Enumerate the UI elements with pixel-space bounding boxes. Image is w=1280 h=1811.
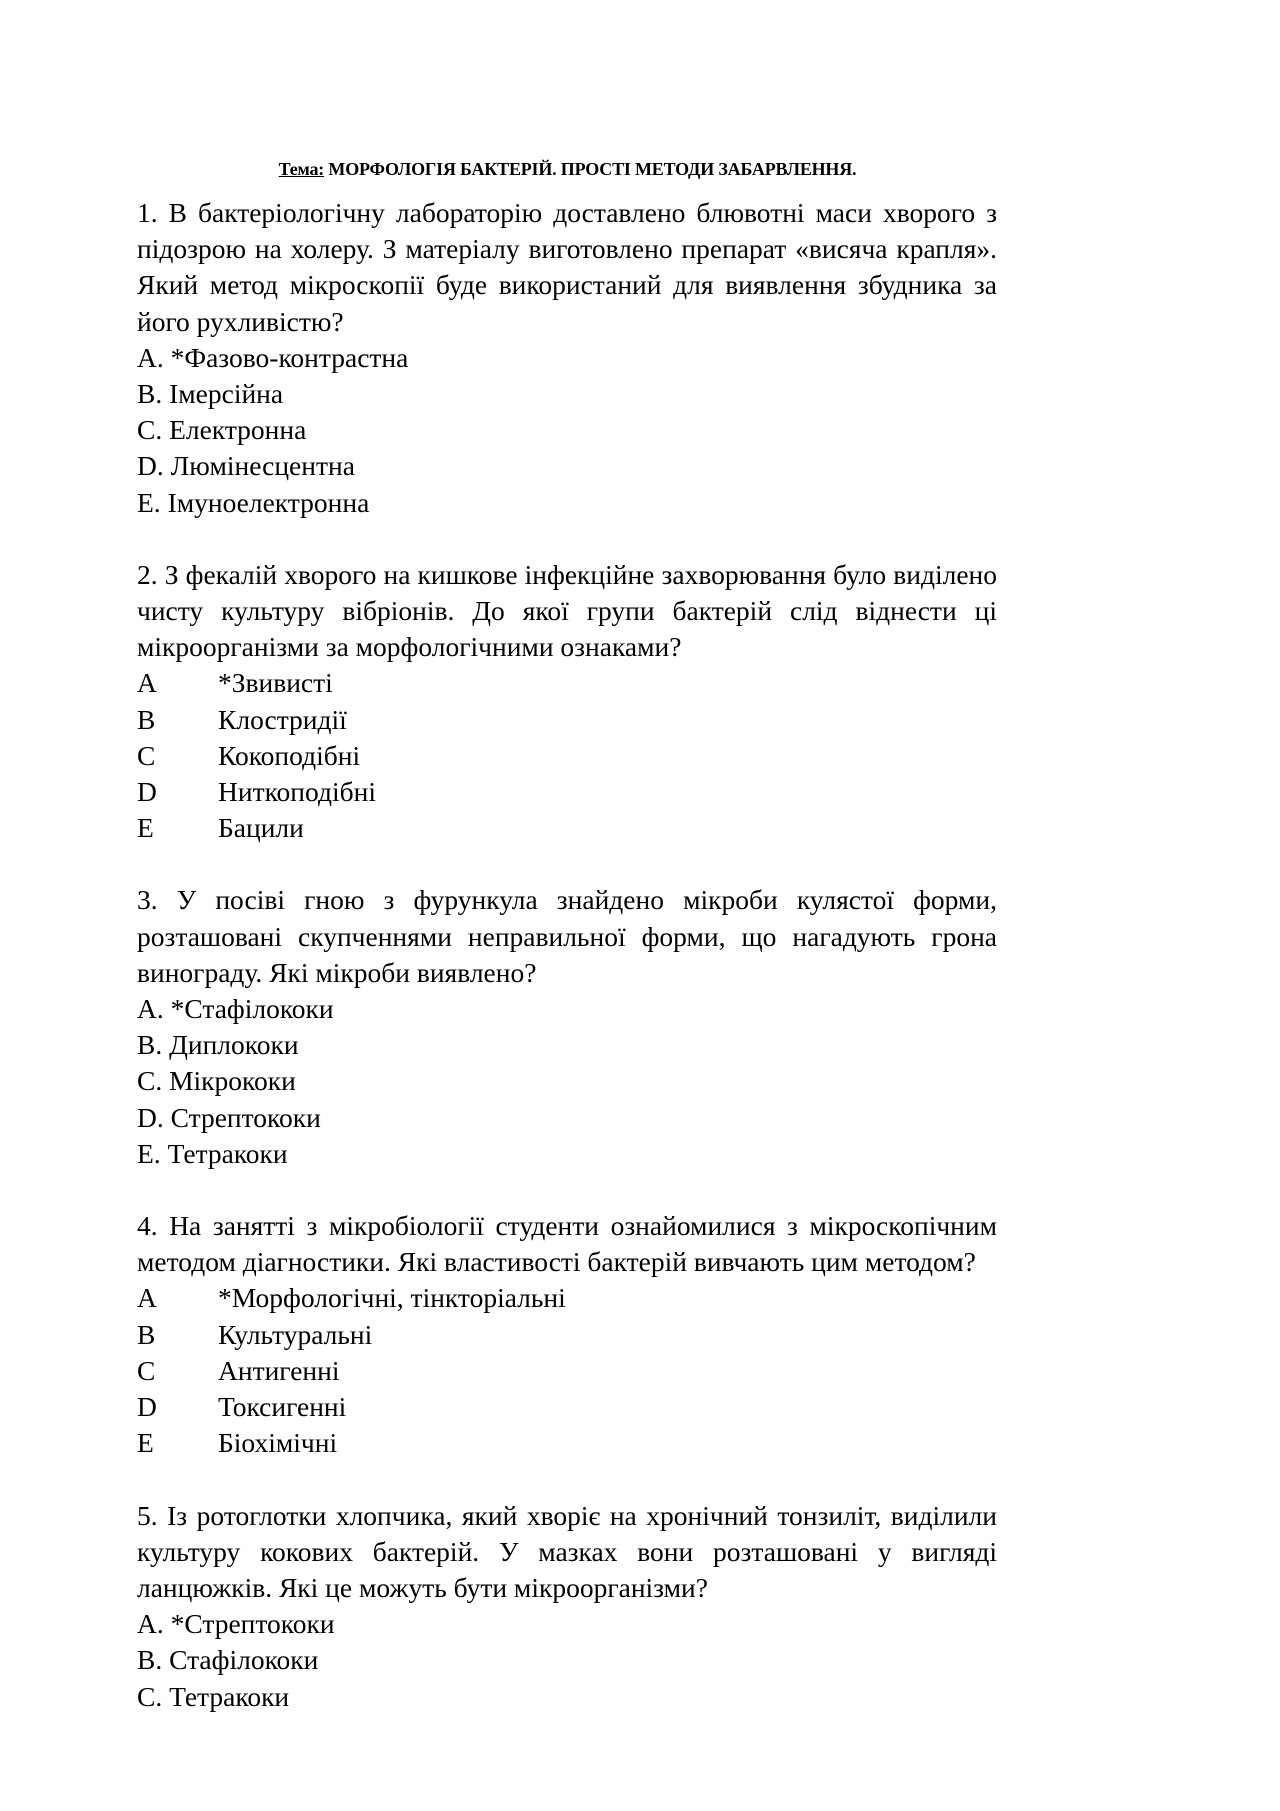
- option-letter: A: [137, 667, 157, 699]
- question-3: [137, 882, 997, 1172]
- answer-option: [137, 1027, 997, 1063]
- option-letter: B: [137, 703, 156, 735]
- question-text: 3. У посіві гною з фурункула знайдено мікроби кулястої форми, розташовані скупченнями неправильної форми, що нагадують грона винограду. Які мікроби виявлено?: [137, 884, 997, 988]
- topic-title: МОРФОЛОГІЯ БАКТЕРІЙ. ПРОСТІ МЕТОДИ ЗАБАРВЛЕННЯ.: [328, 159, 857, 179]
- option-letter: A: [137, 1282, 157, 1314]
- option-text: Токсигенні: [218, 1391, 347, 1423]
- option-letter: D.: [137, 450, 164, 482]
- option-letter: D.: [137, 1101, 164, 1133]
- option-letter: E.: [137, 486, 161, 518]
- option-letter: E: [137, 812, 154, 844]
- option-text: Імуноелектронна: [167, 486, 370, 518]
- option-letter: C.: [137, 414, 163, 446]
- option-letter: B: [137, 1318, 156, 1350]
- answer-option: [137, 1063, 997, 1099]
- option-text: Диплококи: [169, 1029, 299, 1061]
- question-5: [137, 1498, 997, 1715]
- question-text: 1. В бактеріологічну лабораторію доставлено блювотні маси хворого з підозрою на холеру. З матеріалу виготовлено препарат «висяча крапля». Який метод мікроскопії буде використаний для виявлення збудника за його рухливістю?: [137, 197, 997, 337]
- option-letter: A.: [137, 993, 164, 1025]
- question-1: [137, 195, 997, 521]
- option-text: Люмінесцентна: [170, 450, 355, 482]
- option-text: Стафілококи: [169, 1644, 319, 1676]
- answer-option: [137, 1606, 997, 1642]
- option-letter: B.: [137, 1644, 163, 1676]
- option-letter: D: [137, 1391, 157, 1423]
- answer-option: [137, 738, 997, 774]
- option-text: *Стрептококи: [170, 1608, 335, 1640]
- option-text: Клостридії: [218, 703, 347, 735]
- option-text: Культуральні: [218, 1318, 373, 1350]
- answer-option: [137, 1353, 997, 1389]
- answer-option: [137, 774, 997, 810]
- option-letter: B.: [137, 378, 163, 410]
- option-text: Антигенні: [218, 1354, 340, 1386]
- question-text: 2. З фекалій хворого на кишкове інфекційне захворювання було виділено чисту культуру вібріонів. До якої групи бактерій слід віднести ці мікроорганізми за морфологічними ознаками?: [137, 558, 997, 663]
- option-letter: D: [137, 776, 157, 808]
- option-text: *Звивисті: [218, 667, 333, 699]
- option-text: Бацили: [218, 812, 304, 844]
- answer-option: [137, 412, 997, 448]
- option-letter: A.: [137, 341, 164, 373]
- option-text: Ниткоподібні: [218, 776, 376, 808]
- option-letter: C.: [137, 1680, 163, 1712]
- option-letter: C.: [137, 1065, 163, 1097]
- answer-option: [137, 485, 997, 521]
- answer-option: [137, 1317, 997, 1353]
- option-letter: A.: [137, 1608, 164, 1640]
- answer-option: [137, 376, 997, 412]
- answer-option: [137, 1425, 997, 1461]
- option-letter: C: [137, 1354, 156, 1386]
- question-4: [137, 1208, 997, 1461]
- answer-option: [137, 1280, 997, 1316]
- option-letter: C: [137, 739, 156, 771]
- answer-option: [137, 1389, 997, 1425]
- topic-label: Тема:: [278, 159, 325, 179]
- answer-option: [137, 1679, 997, 1715]
- option-text: Тетракоки: [167, 1137, 288, 1169]
- answer-option: [137, 991, 997, 1027]
- option-letter: E.: [137, 1137, 161, 1169]
- question-2: [137, 557, 997, 847]
- answer-option: [137, 665, 997, 701]
- option-text: Стрептококи: [170, 1101, 321, 1133]
- option-text: Кокоподібні: [218, 739, 361, 771]
- questions-list: [137, 195, 997, 1751]
- option-text: Імерсійна: [169, 378, 284, 410]
- option-text: Мікрококи: [169, 1065, 296, 1097]
- answer-option: [137, 702, 997, 738]
- option-text: Біохімічні: [218, 1427, 338, 1459]
- answer-option: [137, 1100, 997, 1136]
- option-text: Тетракоки: [169, 1680, 290, 1712]
- option-text: *Морфологічні, тінкторіальні: [218, 1282, 566, 1314]
- answer-option: [137, 340, 997, 376]
- question-text: 4. На занятті з мікробіології студенти ознайомилися з мікроскопічним методом діагностики. Які властивості бактерій вивчають цим методом?: [137, 1210, 997, 1278]
- answer-option: [137, 448, 997, 484]
- option-text: *Стафілококи: [170, 993, 334, 1025]
- answer-option: [137, 1136, 997, 1172]
- question-text: 5. Із ротоглотки хлопчика, який хворіє на хронічний тонзиліт, виділили культуру кокових бактерій. У мазках вони розташовані у вигляді ланцюжків. Які це можуть бути мікроорганізми?: [137, 1499, 997, 1603]
- answer-option: [137, 810, 997, 846]
- answer-option: [137, 1642, 997, 1678]
- topic-heading: [0, 159, 1135, 180]
- option-text: *Фазово-контрастна: [170, 341, 409, 373]
- option-letter: B.: [137, 1029, 163, 1061]
- option-text: Електронна: [169, 414, 307, 446]
- option-letter: E: [137, 1427, 154, 1459]
